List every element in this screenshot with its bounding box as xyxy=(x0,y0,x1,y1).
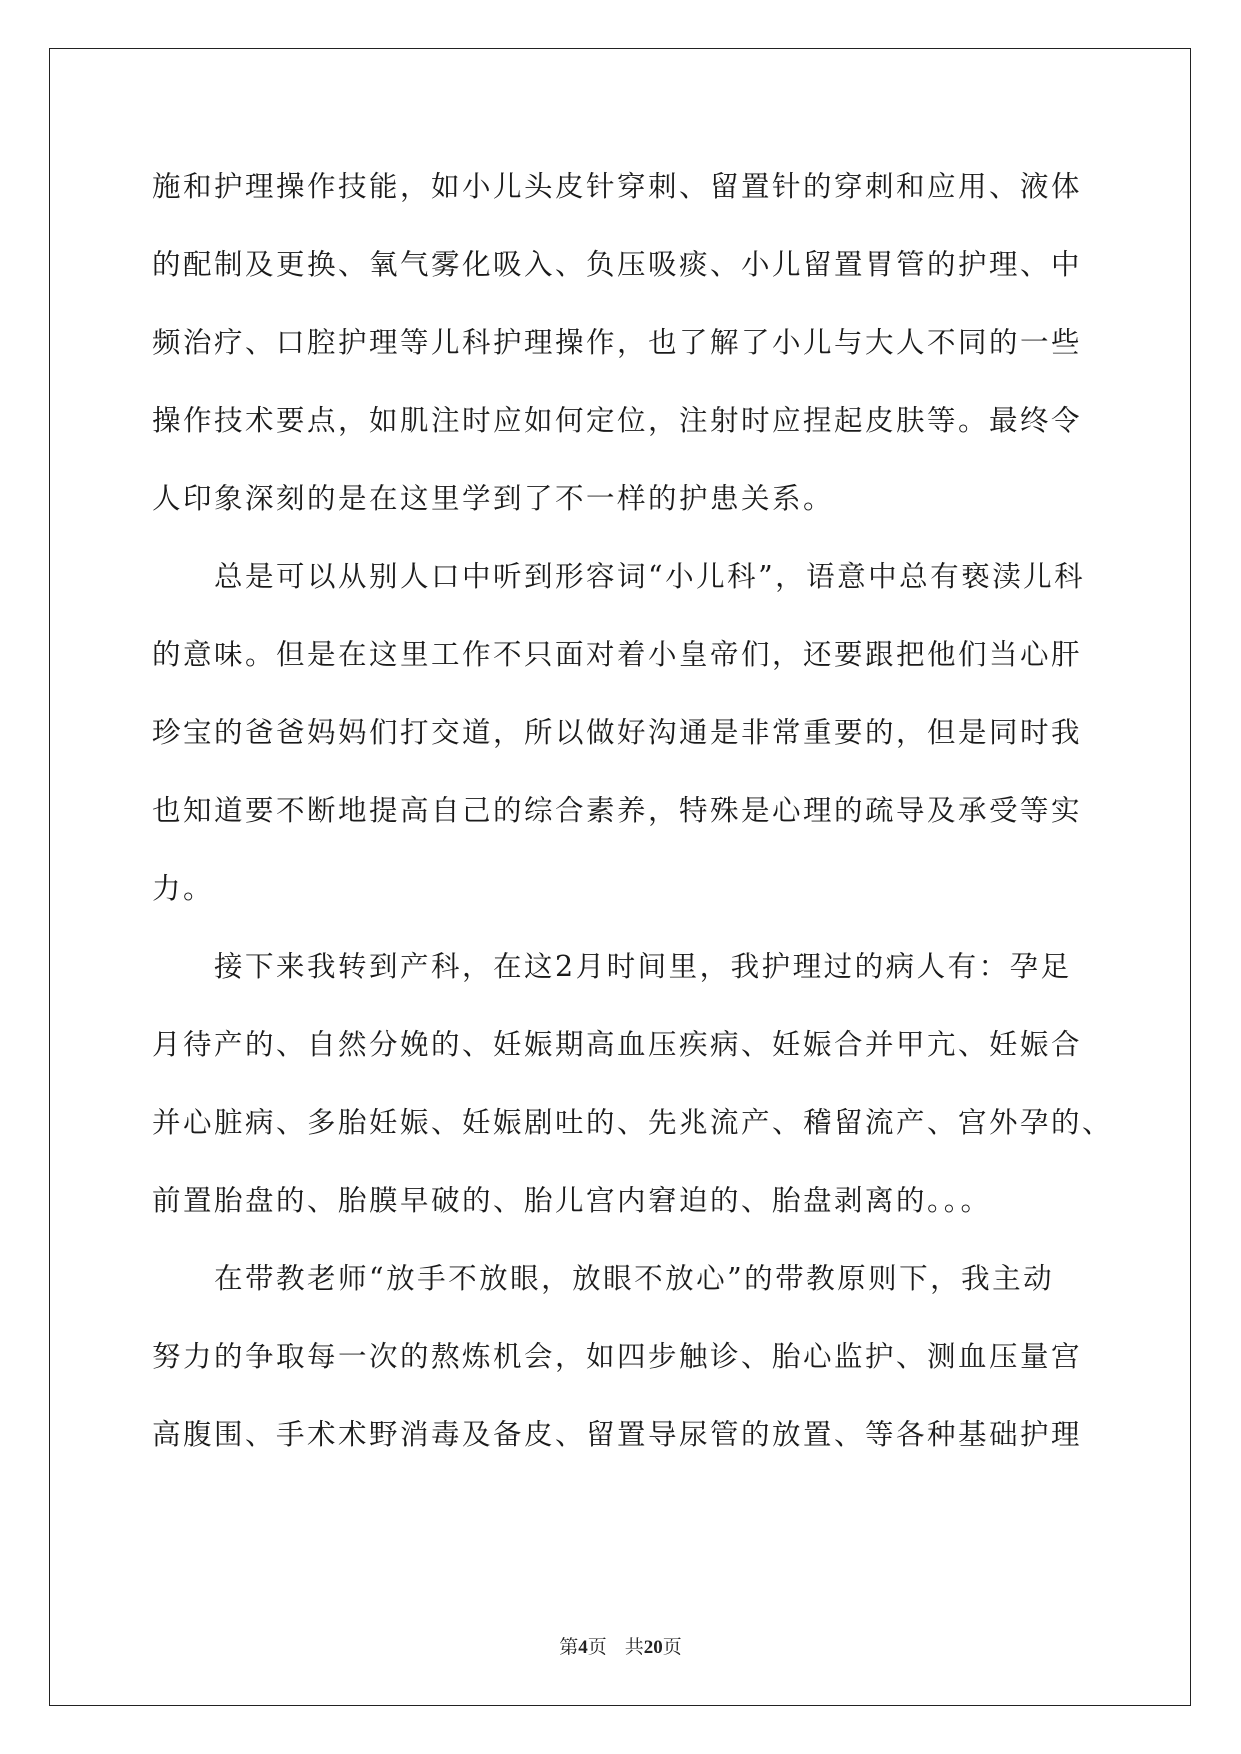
text-line: 前置胎盘的、胎膜早破的、胎儿宫内窘迫的、胎盘剥离的。。。 xyxy=(152,1184,992,1217)
paragraph-first-line: 总是可以从别人口中听到形容词“小儿科”，语意中总有亵渎儿科 xyxy=(214,560,1086,593)
text-line: 施和护理操作技能，如小儿头皮针穿刺、留置针的穿刺和应用、液体 xyxy=(152,170,1083,203)
page-footer xyxy=(0,1632,1241,1659)
page-number: 4 xyxy=(578,1637,588,1658)
page-prefix: 第 xyxy=(559,1637,579,1658)
text-line: 的配制及更换、氧气雾化吸入、负压吸痰、小儿留置胃管的护理、中 xyxy=(152,248,1083,281)
text-line: 频治疗、口腔护理等儿科护理操作，也了解了小儿与大人不同的一些 xyxy=(152,326,1083,359)
text-line: 并心脏病、多胎妊娠、妊娠剧吐的、先兆流产、稽留流产、宫外孕的、 xyxy=(152,1106,1114,1139)
text-line: 也知道要不断地提高自己的综合素养，特殊是心理的疏导及承受等实 xyxy=(152,794,1083,827)
paragraph-first-line: 在带教老师“放手不放眼，放眼不放心”的带教原则下，我主动 xyxy=(214,1262,1055,1295)
text-line: 努力的争取每一次的熬炼机会，如四步触诊、胎心监护、测血压量宫 xyxy=(152,1340,1083,1373)
text-line: 力。 xyxy=(152,872,215,905)
total-suffix: 页 xyxy=(662,1637,682,1658)
text-line: 月待产的、自然分娩的、妊娠期高血压疾病、妊娠合并甲亢、妊娠合 xyxy=(152,1028,1083,1061)
text-line: 的意味。但是在这里工作不只面对着小皇帝们，还要跟把他们当心肝 xyxy=(152,638,1083,671)
text-line: 高腹围、手术术野消毒及备皮、留置导尿管的放置、等各种基础护理 xyxy=(152,1418,1083,1451)
page-suffix: 页 xyxy=(587,1637,607,1658)
total-pages: 20 xyxy=(643,1637,663,1658)
total-prefix: 共 xyxy=(624,1637,644,1658)
paragraph-first-line: 接下来我转到产科，在这2月时间里，我护理过的病人有：孕足 xyxy=(214,950,1072,983)
text-line: 操作技术要点，如肌注时应如何定位，注射时应捏起皮肤等。最终令 xyxy=(152,404,1083,437)
document-body xyxy=(152,148,1114,1474)
text-line: 珍宝的爸爸妈妈们打交道，所以做好沟通是非常重要的，但是同时我 xyxy=(152,716,1083,749)
text-line: 人印象深刻的是在这里学到了不一样的护患关系。 xyxy=(152,482,835,515)
